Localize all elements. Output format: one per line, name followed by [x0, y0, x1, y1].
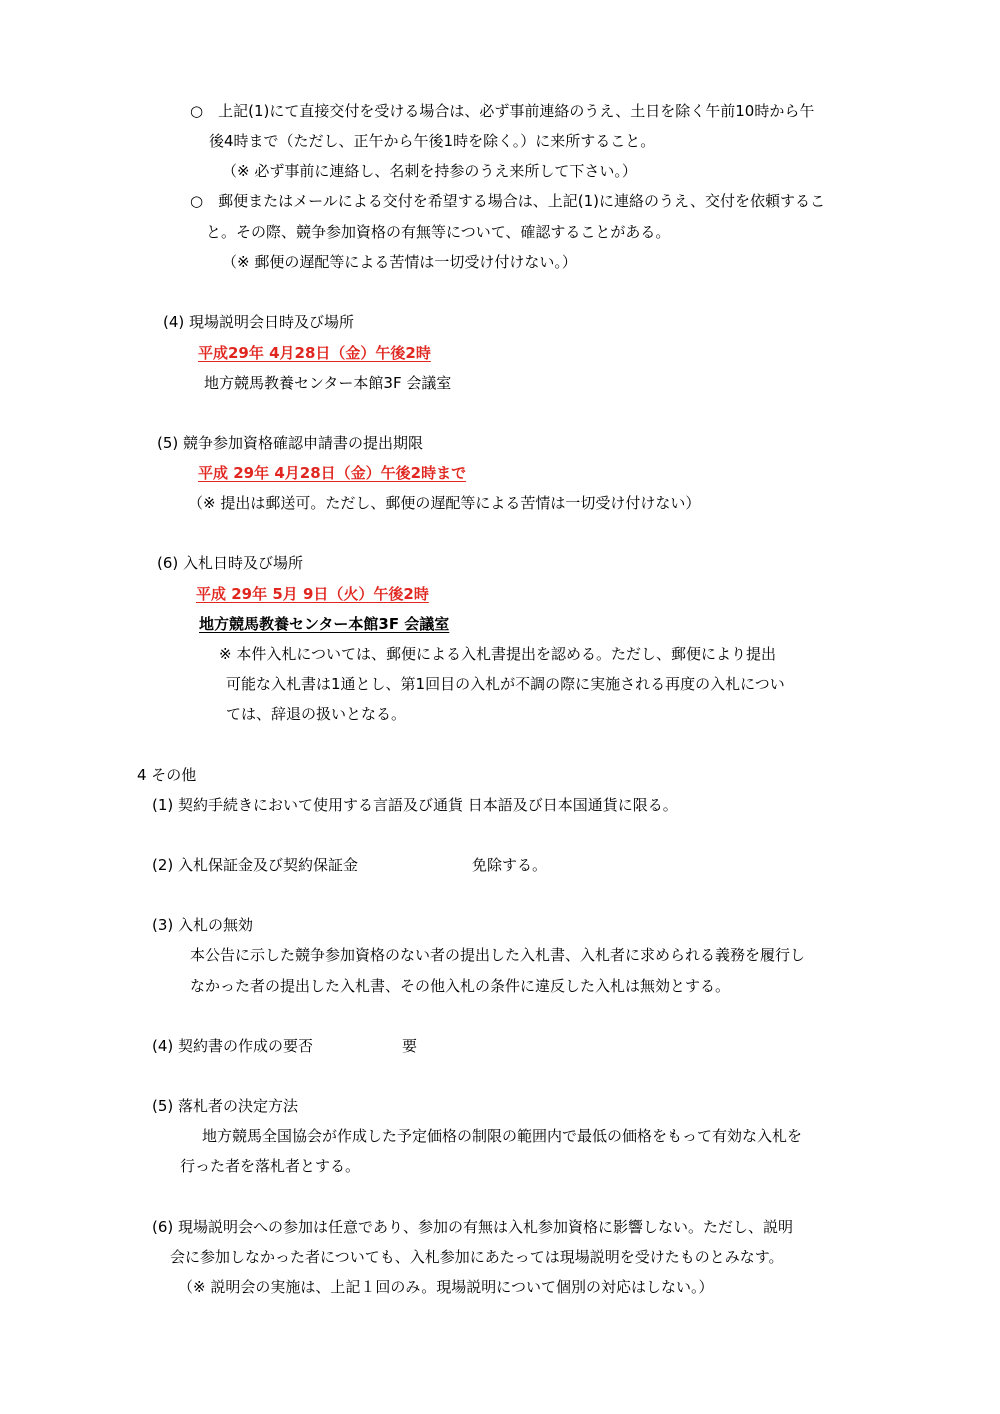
section-4-place: 地方競馬教養センター本館3F 会議室: [204, 374, 452, 392]
section-5-heading: (5) 競争参加資格確認申請書の提出期限: [157, 434, 424, 452]
other-5-line-2: 行った者を落札者とする。: [180, 1157, 361, 1175]
other-2-value: 免除する。: [472, 856, 548, 874]
other-3-line-1: 本公告に示した競争参加資格のない者の提出した入札書、入札者に求められる義務を履行し: [190, 946, 806, 964]
bullet-mail-delivery-note: （※ 郵便の遅配等による苦情は一切受け付けない。）: [222, 253, 577, 271]
bullet-direct-pickup-line-1: ○ 上記(1)にて直接交付を受ける場合は、必ず事前連絡のうえ、土日を除く午前10時から午: [190, 102, 815, 120]
other-6-note: （※ 説明会の実施は、上記１回のみ。現場説明について個別の対応はしない。）: [178, 1278, 714, 1296]
section-6-note-line-1: ※ 本件入札については、郵便による入札書提出を認める。ただし、郵便により提出: [219, 645, 777, 663]
bullet-direct-pickup-line-2: 後4時まで（ただし、正午から午後1時を除く。）に来所すること。: [209, 132, 656, 150]
section-6-heading: (6) 入札日時及び場所: [157, 554, 304, 572]
section-6-place: 地方競馬教養センター本館3F 会議室: [199, 615, 450, 633]
section-4-heading: (4) 現場説明会日時及び場所: [163, 313, 355, 331]
other-5-line-1: 地方競馬全国協会が作成した予定価格の制限の範囲内で最低の価格をもって有効な入札を: [202, 1127, 803, 1145]
other-6-line-1: (6) 現場説明会への参加は任意であり、参加の有無は入札参加資格に影響しない。ただし、説明: [152, 1218, 794, 1236]
other-2-label: (2) 入札保証金及び契約保証金: [152, 856, 359, 874]
section-5-note: （※ 提出は郵送可。ただし、郵便の遅配等による苦情は一切受け付けない）: [188, 494, 701, 512]
section-6-note-line-2: 可能な入札書は1通とし、第1回目の入札が不調の際に実施される再度の入札につい: [226, 675, 785, 693]
bullet-direct-pickup-note: （※ 必ず事前に連絡し、名刺を持参のうえ来所して下さい。）: [222, 162, 637, 180]
other-3-heading: (3) 入札の無効: [152, 916, 254, 934]
other-4-label: (4) 契約書の作成の要否: [152, 1037, 314, 1055]
other-5-heading: (5) 落札者の決定方法: [152, 1097, 299, 1115]
other-1-language-currency: (1) 契約手続きにおいて使用する言語及び通貨 日本語及び日本国通貨に限る。: [152, 796, 678, 814]
bullet-mail-delivery-line-1: ○ 郵便またはメールによる交付を希望する場合は、上記(1)に連絡のうえ、交付を依頼するこ: [190, 192, 825, 210]
section-other-heading: 4 その他: [137, 766, 197, 784]
other-6-line-2: 会に参加しなかった者についても、入札参加にあたっては現場説明を受けたものとみなす。: [170, 1248, 784, 1266]
bullet-mail-delivery-line-2: と。その際、競争参加資格の有無等について、確認することがある。: [206, 223, 671, 241]
section-6-note-line-3: ては、辞退の扱いとなる。: [226, 705, 407, 723]
section-4-datetime: 平成29年 4月28日（金）午後2時: [198, 344, 431, 362]
section-6-datetime: 平成 29年 5月 9日（火）午後2時: [196, 585, 429, 603]
other-4-value: 要: [402, 1037, 418, 1055]
other-3-line-2: なかった者の提出した入札書、その他入札の条件に違反した入札は無効とする。: [190, 977, 731, 995]
section-5-deadline: 平成 29年 4月28日（金）午後2時まで: [198, 464, 467, 482]
